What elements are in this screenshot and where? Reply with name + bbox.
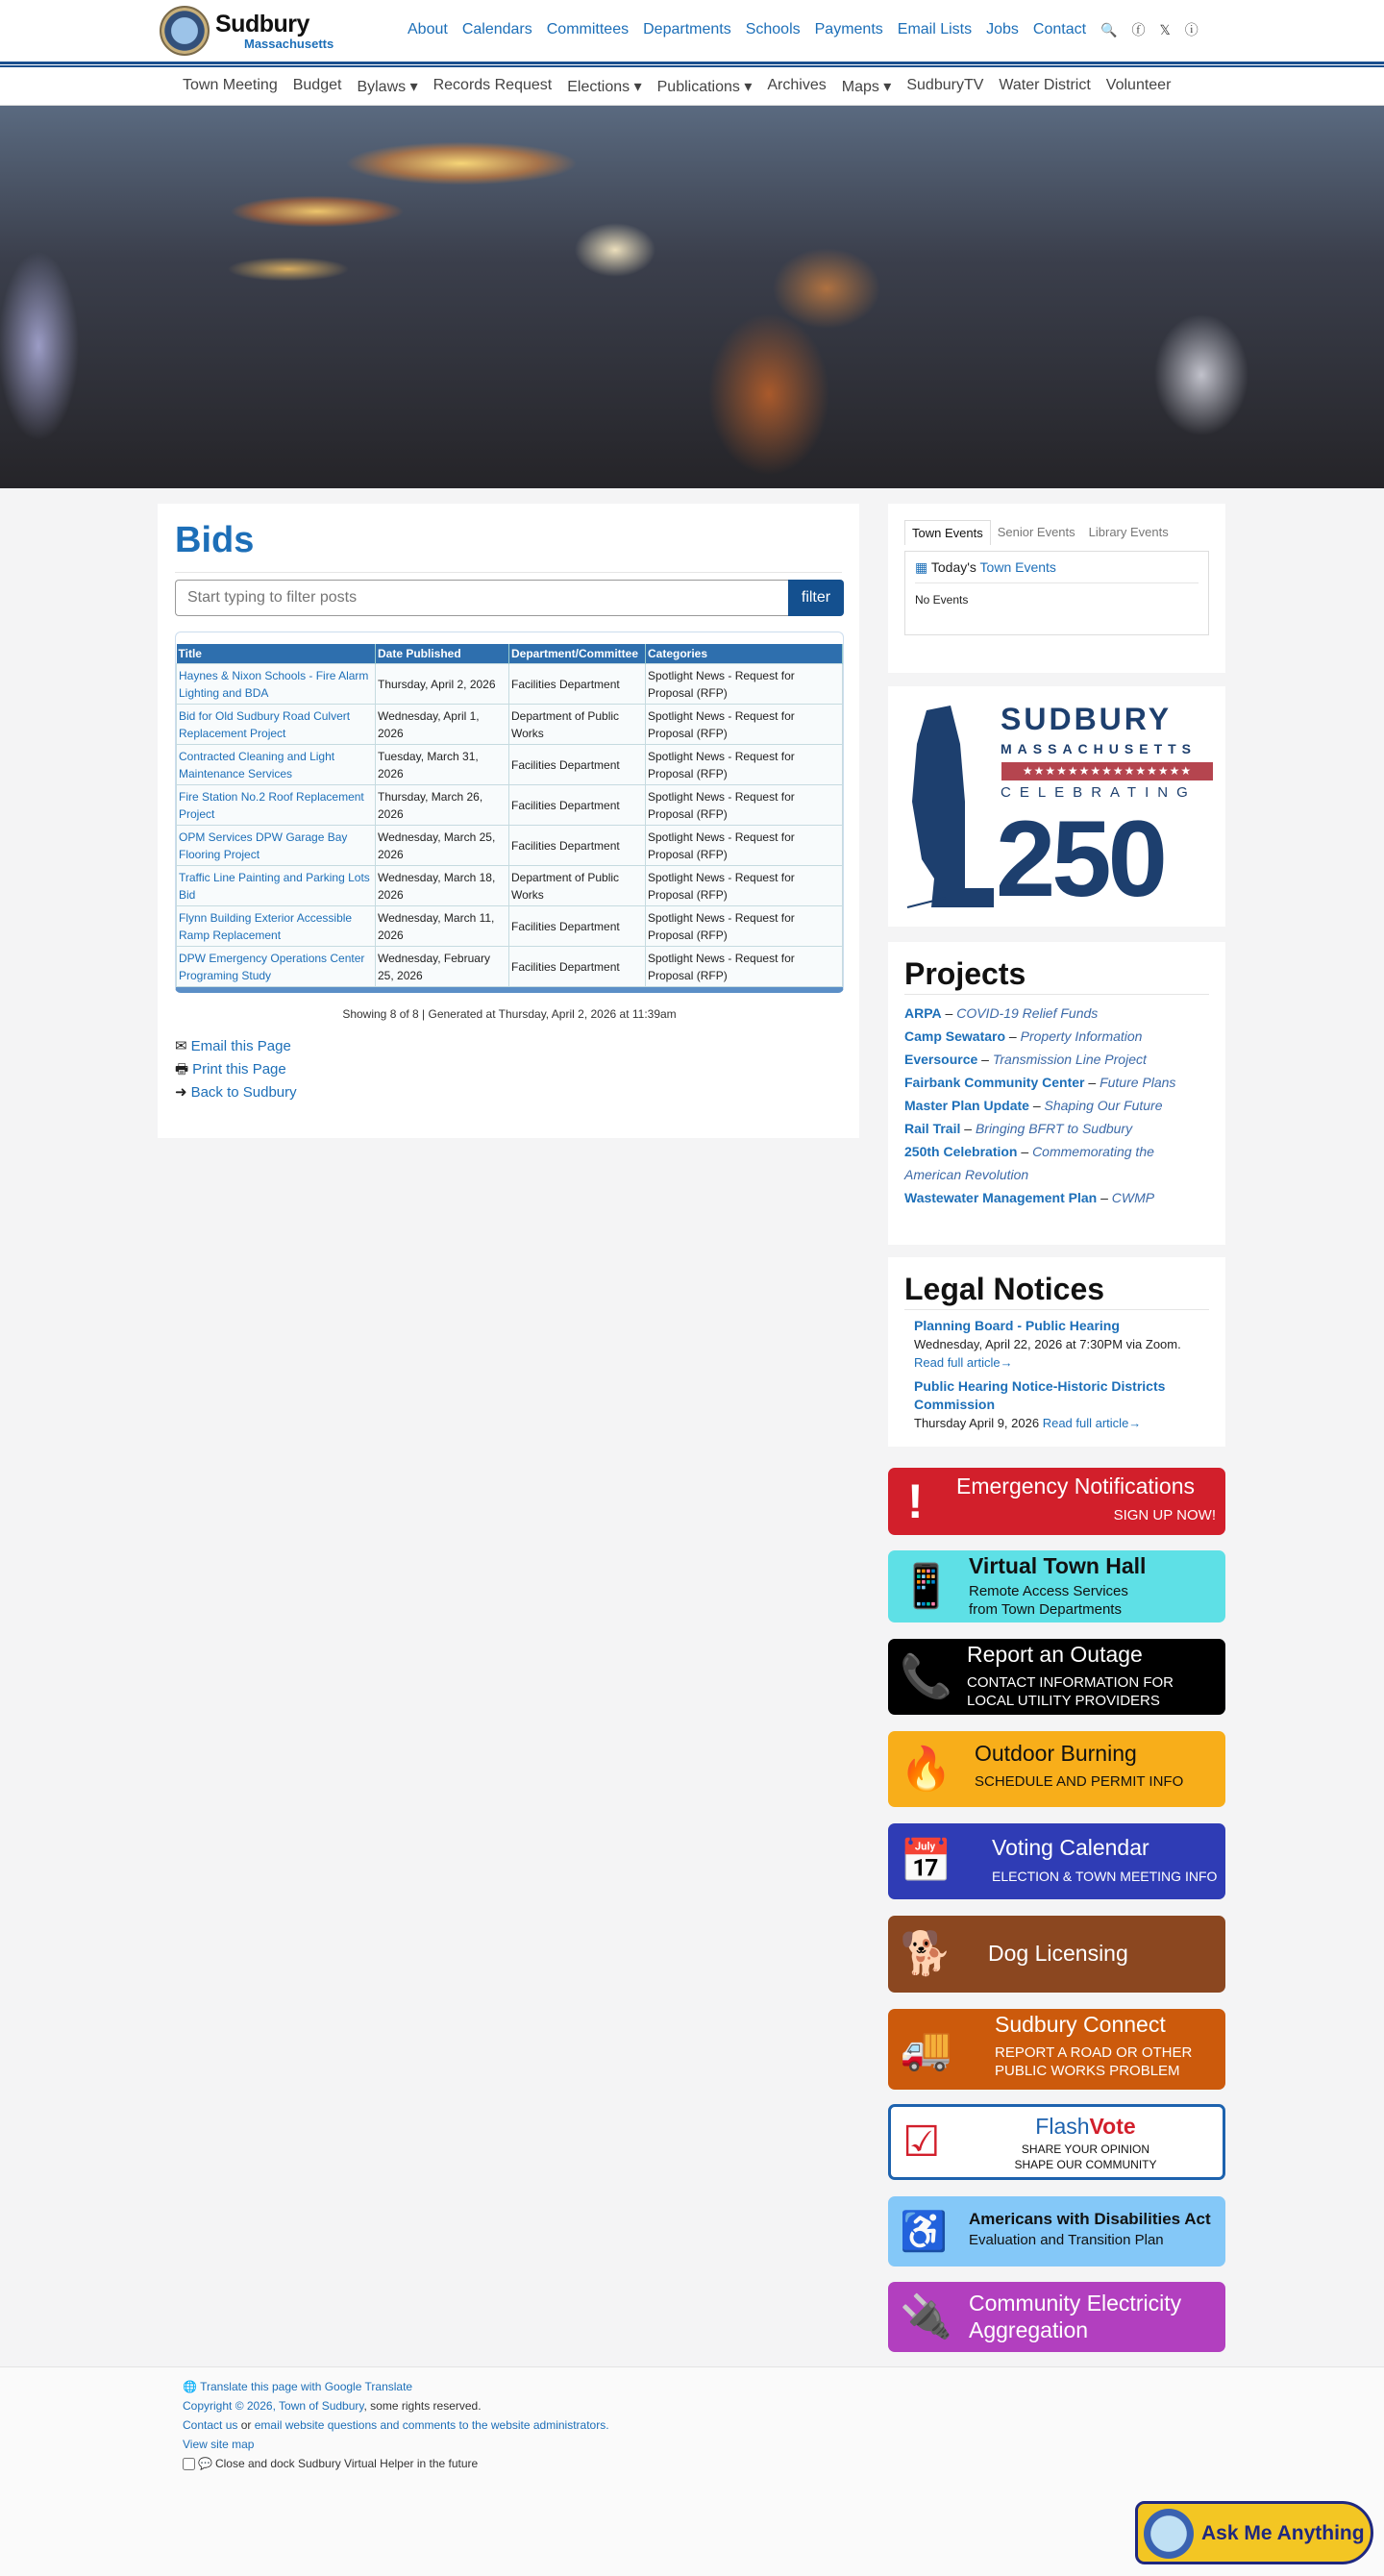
project-item[interactable]: 250th Celebration – Commemorating the American Revolution	[904, 1144, 1154, 1182]
subnav-volunteer[interactable]: Volunteer	[1105, 77, 1172, 93]
project-desc: CWMP	[1111, 1190, 1155, 1205]
sudbury-250-logo[interactable]	[888, 686, 1225, 927]
project-name: Eversource	[904, 1052, 978, 1067]
calendar-icon: ▦	[915, 559, 928, 575]
exclamation-icon: !	[907, 1474, 924, 1528]
contact-link[interactable]: Contact us	[183, 2418, 238, 2432]
banner-subtitle: REPORT A ROAD OR OTHER PUBLIC WORKS PROBLEM	[995, 2044, 1193, 2079]
nav-contact[interactable]: Contact	[1032, 21, 1087, 37]
translate-link[interactable]: Translate this page with Google Translate	[200, 2380, 413, 2393]
flame-icon: 🔥	[900, 1745, 952, 1793]
banner-title: Community Electricity Aggregation	[969, 2291, 1182, 2342]
chat-icon: 💬	[198, 2457, 212, 2470]
nav-jobs[interactable]: Jobs	[986, 21, 1019, 37]
nav-email-lists[interactable]: Email Lists	[897, 21, 973, 37]
logo-celebrating: CELEBRATING	[1001, 784, 1197, 801]
subnav-archives[interactable]: Archives	[767, 77, 827, 93]
project-item[interactable]: Wastewater Management Plan – CWMP	[904, 1190, 1155, 1205]
town-events-link[interactable]: Town Events	[979, 559, 1056, 575]
project-name: ARPA	[904, 1005, 942, 1021]
table-row	[177, 947, 843, 987]
banner-subtitle: SCHEDULE AND PERMIT INFO	[975, 1773, 1184, 1790]
banner-flashvote[interactable]	[888, 2104, 1225, 2180]
tab-senior-events[interactable]: Senior Events	[997, 525, 1075, 539]
cell-date: Wednesday, March 11, 2026	[376, 906, 509, 947]
cell-categories: Spotlight News - Request for Proposal (RFP)	[646, 785, 843, 826]
nav-payments[interactable]: Payments	[814, 21, 883, 37]
back-link[interactable]: Back to Sudbury	[190, 1084, 297, 1101]
cell-date: Wednesday, March 25, 2026	[376, 826, 509, 866]
cell-date: Thursday, April 2, 2026	[376, 664, 509, 705]
bids-table	[176, 644, 843, 987]
cell-date: Tuesday, March 31, 2026	[376, 745, 509, 785]
banner-title: Virtual Town Hall	[969, 1553, 1147, 1578]
cell-title	[177, 906, 376, 947]
projects-heading: Projects	[904, 956, 1026, 991]
dock-helper-label: Close and dock Sudbury Virtual Helper in the future	[214, 2457, 479, 2470]
flashvote-title	[891, 2114, 1223, 2140]
results-summary: Showing 8 of 8 | Generated at Thursday, April 2, 2026 at 11:39am	[342, 1007, 677, 1021]
cell-title	[177, 664, 376, 705]
nav-departments[interactable]: Departments	[643, 21, 731, 37]
cell-title	[177, 785, 376, 826]
nav-calendars[interactable]: Calendars	[461, 21, 532, 37]
logo-250: 250	[996, 799, 1164, 919]
banner-community-electricity[interactable]	[888, 2282, 1225, 2352]
project-desc: Future Plans	[1100, 1075, 1176, 1090]
cell-date: Thursday, March 26, 2026	[376, 785, 509, 826]
subnav-bylaws[interactable]: Bylaws ▾	[357, 79, 418, 95]
banner-subtitle: ELECTION & TOWN MEETING INFO	[992, 1869, 1218, 1884]
project-item[interactable]: Fairbank Community Center – Future Plans	[904, 1075, 1176, 1090]
subnav-town-meeting[interactable]: Town Meeting	[183, 77, 278, 93]
no-events: No Events	[915, 593, 969, 607]
cell-date: Wednesday, February 25, 2026	[376, 947, 509, 987]
main-content	[158, 504, 859, 1138]
events-widget	[888, 504, 1225, 673]
table-row	[177, 785, 843, 826]
printer-icon: 🖶	[175, 1061, 189, 1077]
rights-text: , some rights reserved.	[363, 2399, 482, 2413]
envelope-icon: ✉	[175, 1038, 187, 1054]
banner-emergency-notifications[interactable]	[888, 1468, 1225, 1535]
banner-voting-calendar[interactable]	[888, 1823, 1225, 1899]
cell-categories: Spotlight News - Request for Proposal (RFP)	[646, 906, 843, 947]
today-label: Today's	[930, 559, 976, 575]
globe-icon: 🌐	[183, 2380, 197, 2393]
email-admins-link[interactable]: email website questions and comments to the website administrators.	[254, 2418, 609, 2432]
cell-date: Wednesday, March 18, 2026	[376, 866, 509, 906]
banner-title-accent: Vote	[1089, 2114, 1136, 2139]
bid-link[interactable]: Traffic Line Painting and Parking Lots Bid	[179, 870, 370, 902]
banner-title: Emergency Notifications	[956, 1474, 1195, 1499]
col-categories[interactable]: Categories	[646, 644, 843, 664]
cell-department: Facilities Department	[509, 745, 646, 785]
cell-categories: Spotlight News - Request for Proposal (RFP)	[646, 745, 843, 785]
cell-categories: Spotlight News - Request for Proposal (RFP)	[646, 826, 843, 866]
ask-me-anything-button[interactable]	[1135, 2501, 1373, 2564]
bid-link[interactable]: Bid for Old Sudbury Road Culvert Replacement Project	[179, 708, 351, 740]
subnav-records-request[interactable]: Records Request	[432, 77, 553, 93]
filter-button[interactable]: filter	[788, 580, 844, 616]
title-divider	[175, 572, 842, 573]
banner-subtitle: CONTACT INFORMATION FOR LOCAL UTILITY PROVIDERS	[967, 1674, 1174, 1709]
subnav-maps[interactable]: Maps ▾	[841, 79, 892, 95]
electric-plug-icon: 🔌	[900, 2292, 952, 2341]
nav-about[interactable]: About	[408, 21, 448, 37]
cell-title	[177, 705, 376, 745]
project-name: Rail Trail	[904, 1121, 961, 1136]
project-item[interactable]: Master Plan Update – Shaping Our Future	[904, 1098, 1163, 1113]
project-item[interactable]: Eversource – Transmission Line Project	[904, 1052, 1147, 1067]
col-title[interactable]: Title	[177, 644, 376, 664]
table-row	[177, 745, 843, 785]
project-item[interactable]: Rail Trail – Bringing BFRT to Sudbury	[904, 1121, 1133, 1136]
project-desc: Property Information	[1020, 1028, 1143, 1044]
cell-department: Department of Public Works	[509, 705, 646, 745]
cell-date: Wednesday, April 1, 2026	[376, 705, 509, 745]
tablet-hand-icon: 📱	[900, 1562, 952, 1610]
cell-title	[177, 947, 376, 987]
info-icon[interactable]: ⓘ	[1184, 22, 1199, 37]
read-more-link[interactable]: Read full article→	[914, 1355, 1013, 1370]
checkbox-check-icon: ☑	[902, 2118, 941, 2166]
banner-title: Voting Calendar	[992, 1835, 1149, 1860]
cell-categories: Spotlight News - Request for Proposal (RFP)	[646, 664, 843, 705]
read-more-link[interactable]: Read full article→	[1042, 1416, 1142, 1430]
banner-ada[interactable]	[888, 2196, 1225, 2266]
subnav-elections[interactable]: Elections ▾	[567, 79, 642, 95]
projects-list	[904, 1002, 1212, 1209]
banner-subtitle: Remote Access Services from Town Departments	[969, 1583, 1128, 1618]
banner-outdoor-burning[interactable]	[888, 1731, 1225, 1807]
legal-notice-text: Wednesday, April 22, 2026 at 7:30PM via Zoom.	[914, 1337, 1181, 1351]
site-logo[interactable]	[160, 6, 334, 56]
print-page-link[interactable]: Print this Page	[192, 1061, 286, 1077]
cell-title	[177, 866, 376, 906]
banner-subtitle: SHARE YOUR OPINION	[1021, 2143, 1150, 2156]
banner-title: Outdoor Burning	[975, 1741, 1137, 1766]
bid-link[interactable]: DPW Emergency Operations Center Programing Study	[179, 951, 365, 982]
bid-link[interactable]: Flynn Building Exterior Accessible Ramp Replacement	[179, 910, 353, 942]
banner-title: Report an Outage	[967, 1642, 1143, 1667]
dump-truck-icon: 🚚	[900, 2025, 952, 2072]
calendar-check-icon: 📅	[900, 1837, 952, 1885]
project-name: Camp Sewataro	[904, 1028, 1006, 1044]
search-icon[interactable]: 🔍	[1100, 21, 1118, 37]
legal-notice-title[interactable]: Public Hearing Notice-Historic Districts Commission	[914, 1378, 1166, 1412]
banner-title: Dog Licensing	[988, 1941, 1128, 1966]
accessibility-icon: ♿	[900, 2210, 948, 2253]
filter-bar	[175, 580, 844, 616]
cell-title	[177, 745, 376, 785]
banner-subtitle: Evaluation and Transition Plan	[969, 2232, 1164, 2248]
project-desc: Commemorating the American Revolution	[904, 1144, 1154, 1182]
project-name: Fairbank Community Center	[904, 1075, 1085, 1090]
brand-name: Sudbury	[215, 10, 309, 37]
bids-table-wrapper	[175, 632, 844, 993]
secondary-nav	[0, 67, 1384, 106]
cell-department: Department of Public Works	[509, 866, 646, 906]
project-name: Master Plan Update	[904, 1098, 1029, 1113]
projects-widget	[888, 942, 1225, 1245]
brand-sub: Massachusetts	[244, 36, 334, 51]
logo-sudbury: SUDBURY	[1001, 702, 1173, 736]
project-desc: Shaping Our Future	[1044, 1098, 1163, 1113]
project-desc: COVID-19 Relief Funds	[956, 1005, 1099, 1021]
cell-department: Facilities Department	[509, 785, 646, 826]
cell-categories: Spotlight News - Request for Proposal (RFP)	[646, 705, 843, 745]
phone-ringing-icon: 📞	[900, 1652, 952, 1700]
bid-link[interactable]: Haynes & Nixon Schools - Fire Alarm Lighting and BDA	[179, 668, 369, 700]
table-row	[177, 866, 843, 906]
banner-sudbury-connect[interactable]	[888, 2009, 1225, 2090]
banner-dog-licensing[interactable]	[888, 1916, 1225, 1993]
page-actions	[175, 1035, 844, 1104]
table-row	[177, 705, 843, 745]
table-row	[177, 664, 843, 705]
ask-label: Ask Me Anything	[1201, 2522, 1365, 2544]
copyright-link[interactable]: Copyright © 2026, Town of Sudbury	[183, 2399, 364, 2413]
project-name: 250th Celebration	[904, 1144, 1018, 1159]
banner-subtitle: SHAPE OUR COMMUNITY	[1014, 2158, 1157, 2171]
cell-department: Facilities Department	[509, 664, 646, 705]
cell-categories: Spotlight News - Request for Proposal (RFP)	[646, 947, 843, 987]
subnav-sudburytv[interactable]: SudburyTV	[906, 77, 984, 93]
site-header	[0, 0, 1384, 62]
cell-department: Facilities Department	[509, 906, 646, 947]
banner-subtitle: SIGN UP NOW!	[1113, 1507, 1216, 1523]
cell-department: Facilities Department	[509, 826, 646, 866]
town-seal-icon	[1144, 2509, 1194, 2559]
stars-band: ★★★★★★★★★★★★★★★	[1001, 762, 1213, 780]
nav-committees[interactable]: Committees	[546, 21, 630, 37]
table-row	[177, 906, 843, 947]
project-desc: Transmission Line Project	[992, 1052, 1147, 1067]
tab-town-events[interactable]: Town Events	[904, 520, 991, 545]
banner-title: Flash	[1035, 2114, 1090, 2139]
facebook-icon[interactable]: ⓕ	[1131, 22, 1146, 37]
banner-report-outage[interactable]	[888, 1639, 1225, 1715]
x-twitter-icon[interactable]: 𝕏	[1159, 21, 1171, 37]
cell-title	[177, 826, 376, 866]
or-text: or	[237, 2418, 255, 2432]
table-row	[177, 826, 843, 866]
subnav-budget[interactable]: Budget	[292, 77, 342, 93]
bid-link[interactable]: Fire Station No.2 Roof Replacement Project	[179, 789, 364, 821]
project-name: Wastewater Management Plan	[904, 1190, 1098, 1205]
dock-helper-checkbox[interactable]	[183, 2458, 195, 2470]
legal-heading: Legal Notices	[904, 1272, 1105, 1306]
legal-notice-text: Thursday April 9, 2026	[914, 1416, 1040, 1430]
banner-title: Sudbury Connect	[995, 2012, 1166, 2037]
dog-icon: 🐕	[900, 1930, 952, 1977]
subnav-publications[interactable]: Publications ▾	[656, 79, 753, 95]
logo-massachusetts: MASSACHUSETTS	[1001, 741, 1198, 756]
project-item[interactable]: Camp Sewataro – Property Information	[904, 1028, 1143, 1044]
tab-library-events[interactable]: Library Events	[1088, 525, 1169, 539]
top-nav	[408, 20, 1199, 39]
bid-link[interactable]: Contracted Cleaning and Light Maintenance Services	[179, 749, 335, 780]
cell-categories: Spotlight News - Request for Proposal (RFP)	[646, 866, 843, 906]
banner-virtual-town-hall[interactable]	[888, 1550, 1225, 1622]
col-date[interactable]: Date Published	[376, 644, 509, 664]
hero-image	[0, 106, 1384, 488]
legal-notices-widget	[888, 1257, 1225, 1447]
col-department[interactable]: Department/Committee	[509, 644, 646, 664]
project-desc: Bringing BFRT to Sudbury	[975, 1121, 1133, 1136]
sitemap-link[interactable]: View site map	[183, 2438, 255, 2451]
email-page-link[interactable]: Email this Page	[190, 1038, 291, 1054]
back-arrow-icon: ➜	[175, 1084, 187, 1101]
subnav-water-district[interactable]: Water District	[999, 77, 1091, 93]
nav-schools[interactable]: Schools	[745, 21, 801, 37]
town-seal	[160, 6, 210, 56]
filter-input[interactable]	[175, 580, 788, 616]
cell-department: Facilities Department	[509, 947, 646, 987]
project-item[interactable]: ARPA – COVID-19 Relief Funds	[904, 1005, 1099, 1021]
banner-title: Americans with Disabilities Act	[969, 2210, 1211, 2228]
bid-link[interactable]: OPM Services DPW Garage Bay Flooring Project	[179, 830, 348, 861]
legal-notice-title[interactable]: Planning Board - Public Hearing	[914, 1318, 1120, 1333]
page-title: Bids	[175, 520, 255, 560]
